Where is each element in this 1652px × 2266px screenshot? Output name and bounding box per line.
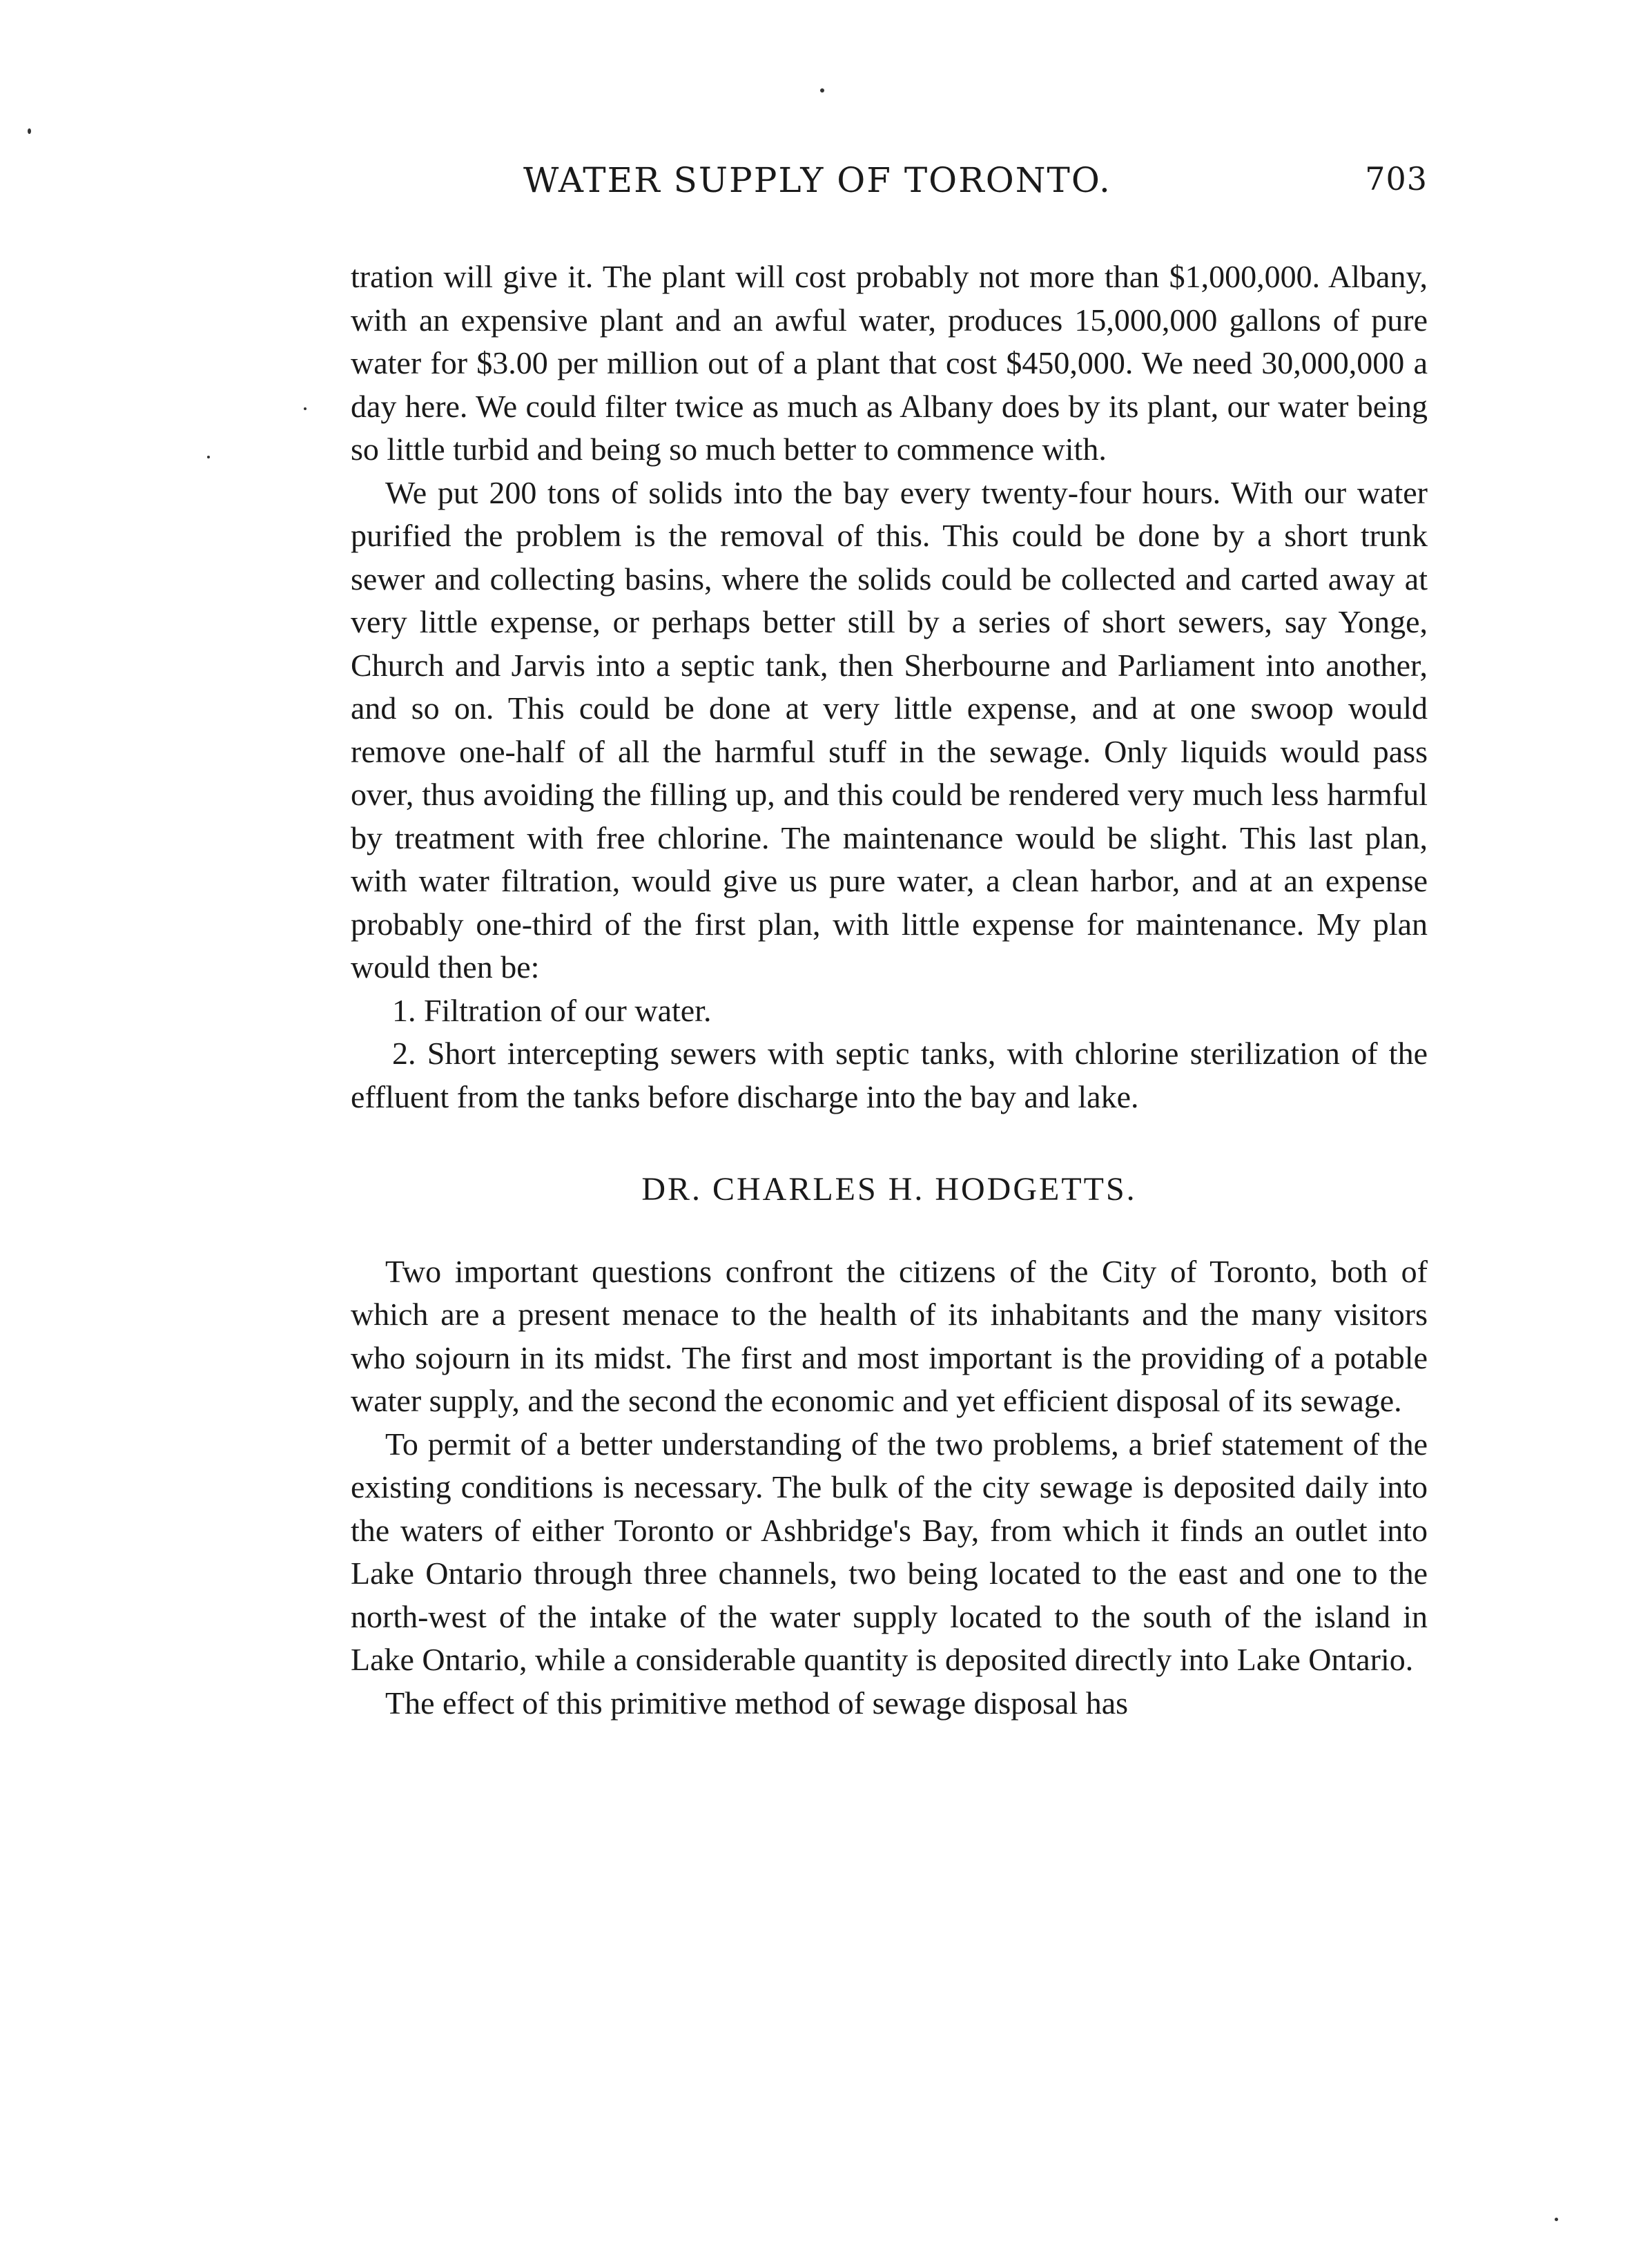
page-number: 703	[1365, 160, 1428, 197]
paragraph: Two important questions confront the citizens of the City of Toronto, both of which are a present menace to the health of its inhabitants and the many visitors who sojourn in its midst. The first and most important is the providing of a potable water supply, and the second the economic and yet efficient disposal of its sewage.	[351, 1253, 1428, 1418]
body-text	[351, 255, 1428, 1725]
print-speck	[820, 88, 824, 93]
section-heading: DR. CHARLES H. HODGETTS.	[641, 1171, 1137, 1208]
paragraph: We put 200 tons of solids into the bay every twenty-four hours. With our water purified the problem is the removal of this. This could be done by a short trunk sewer and collecting basins, where the solids could be collected and carted away at very little expense, or perhaps better still by a series of short sewers, say Yonge, Church and Jarvis into a septic tank, then Sherbourne and Parliament into another, and so on. This could be done at very little expense, and at one swoop would remove one-half of all the harmful stuff in the sewage. Only liquids would pass over, thus avoiding the filling up, and this could be rendered very much less harmful by treatment with free chlorine. The maintenance would be slight. This last plan, with water filtration, would give us pure water, a clean harbor, and at an expense probably one-third of the first plan, with little expense for maintenance. My plan would then be:	[351, 474, 1428, 985]
print-speck	[1555, 2218, 1558, 2221]
list-item: 2. Short intercepting sewers with septic tanks, with chlorine sterilization of the effluent from the tanks before discharge into the bay and lake.	[351, 1036, 1428, 1114]
page-header	[351, 160, 1428, 209]
running-title: WATER SUPPLY OF TORONTO.	[523, 160, 1111, 200]
paragraph: tration will give it. The plant will cost probably not more than $1,000,000. Albany, with an expensive plant and an awful water, produces 15,000,000 gallons of pure water for $3.00 per million out of a plant that cost $450,000. We need 30,000,000 a day here. We could filter twice as much as Albany does by its plant, our water being so little turbid and being so much better to commence with.	[351, 259, 1428, 467]
paragraph: The effect of this primitive method of sewage disposal has	[385, 1685, 1129, 1721]
print-speck	[304, 407, 307, 410]
paragraph: To permit of a better understanding of the two problems, a brief statement of the existing conditions is necessary. The bulk of the city sewage is deposited daily into the waters of either Toronto or Ashbridge's Bay, from which it finds an outlet into Lake Ontario through three channels, two being located to the east and one to the north-west of the intake of the water supply located to the south of the island in Lake Ontario, while a considerable quantity is deposited directly into Lake Ontario.	[351, 1426, 1428, 1677]
print-speck	[28, 128, 31, 134]
list-item: 1. Filtration of our water.	[392, 992, 712, 1028]
print-speck	[207, 456, 210, 458]
